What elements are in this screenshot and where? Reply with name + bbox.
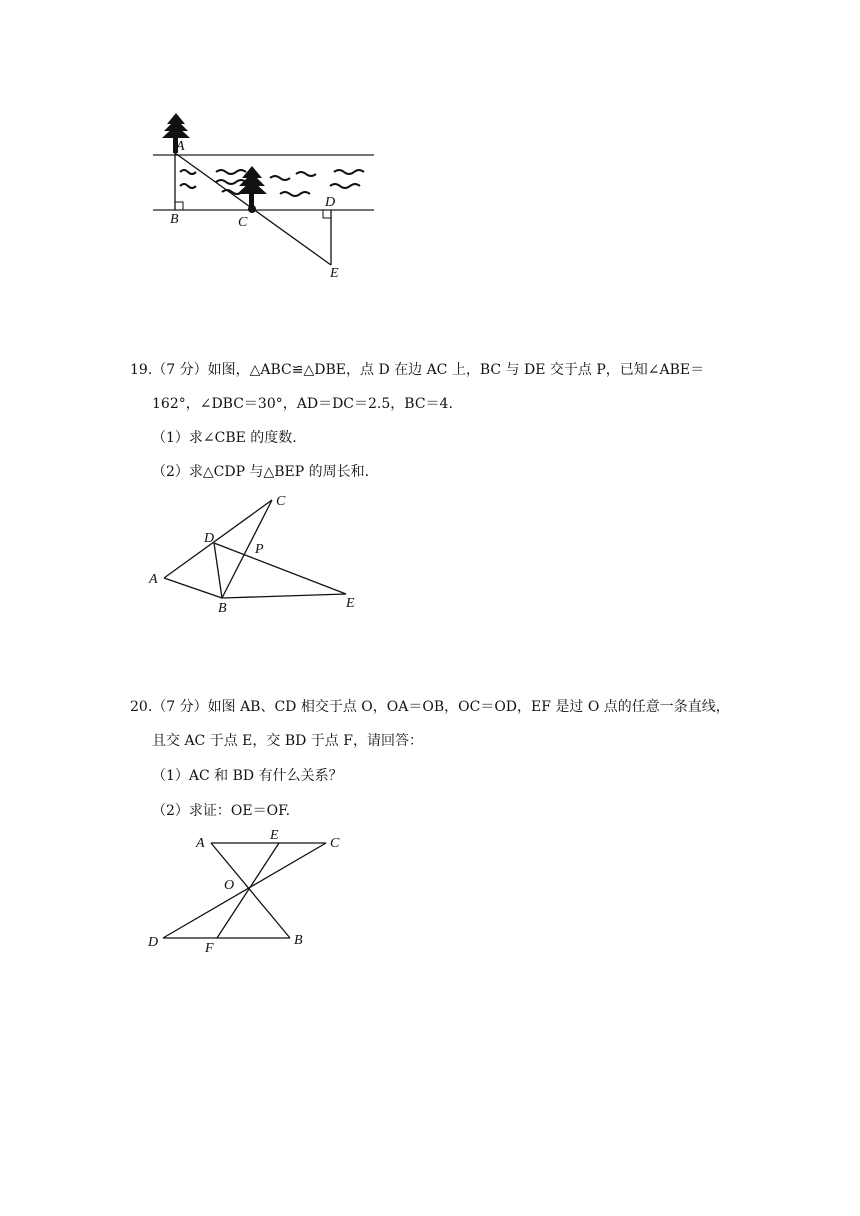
point-label-f: F	[205, 941, 214, 956]
point-label-e: E	[270, 828, 279, 843]
segment-de	[214, 543, 346, 594]
q19-part2: （2）求△CDP 与△BEP 的周长和.	[152, 464, 370, 480]
point-label-e: E	[330, 266, 339, 281]
water-waves	[180, 170, 364, 196]
point-label-a: A	[196, 836, 205, 851]
segment-ac	[164, 500, 272, 578]
q20-statement-line2: 且交 AC 于点 E，交 BD 于点 F，请回答：	[152, 733, 423, 749]
right-angle-mark-b	[175, 202, 183, 210]
segment-ef	[217, 843, 279, 938]
point-label-d: D	[148, 935, 159, 950]
segment-db	[214, 543, 222, 598]
q20-part1: （1）AC 和 BD 有什么关系？	[152, 768, 343, 784]
q19-part1: （1）求∠CBE 的度数.	[152, 430, 297, 446]
tree-icon	[237, 166, 267, 213]
point-label-b: B	[294, 933, 303, 948]
q20-part2: （2）求证：OE＝OF.	[152, 803, 291, 819]
point-label-a: A	[149, 572, 158, 587]
segment-be	[222, 594, 346, 598]
segment-cd	[163, 843, 326, 938]
q20-statement-line1: 20.（7 分）如图 AB、CD 相交于点 O，OA＝OB，OC＝OD，EF 是过 O 点的任意一条直线，	[130, 699, 730, 715]
q19-statement-line1: 19.（7 分）如图，△ABC≌△DBE，点 D 在边 AC 上，BC 与 DE 交于点 P，已知∠ABE＝	[130, 362, 705, 378]
point-label-c: C	[276, 494, 286, 509]
point-label-o: O	[224, 878, 235, 893]
river-tree-figure	[0, 0, 860, 300]
segment-ab	[164, 578, 222, 598]
point-label-d: D	[325, 195, 336, 210]
q19-statement-line2: 162°，∠DBC＝30°，AD＝DC＝2.5，BC＝4.	[152, 396, 453, 412]
point-label-d: D	[204, 531, 215, 546]
point-label-a: A	[176, 139, 185, 154]
segment-ab	[211, 843, 290, 938]
point-label-c: C	[330, 836, 340, 851]
point-label-c: C	[238, 215, 248, 230]
point-label-p: P	[255, 542, 264, 557]
point-label-e: E	[346, 596, 355, 611]
point-label-b: B	[170, 212, 179, 227]
segment-bc	[222, 500, 272, 598]
right-angle-mark-d	[323, 210, 331, 218]
point-label-b: B	[218, 601, 227, 616]
